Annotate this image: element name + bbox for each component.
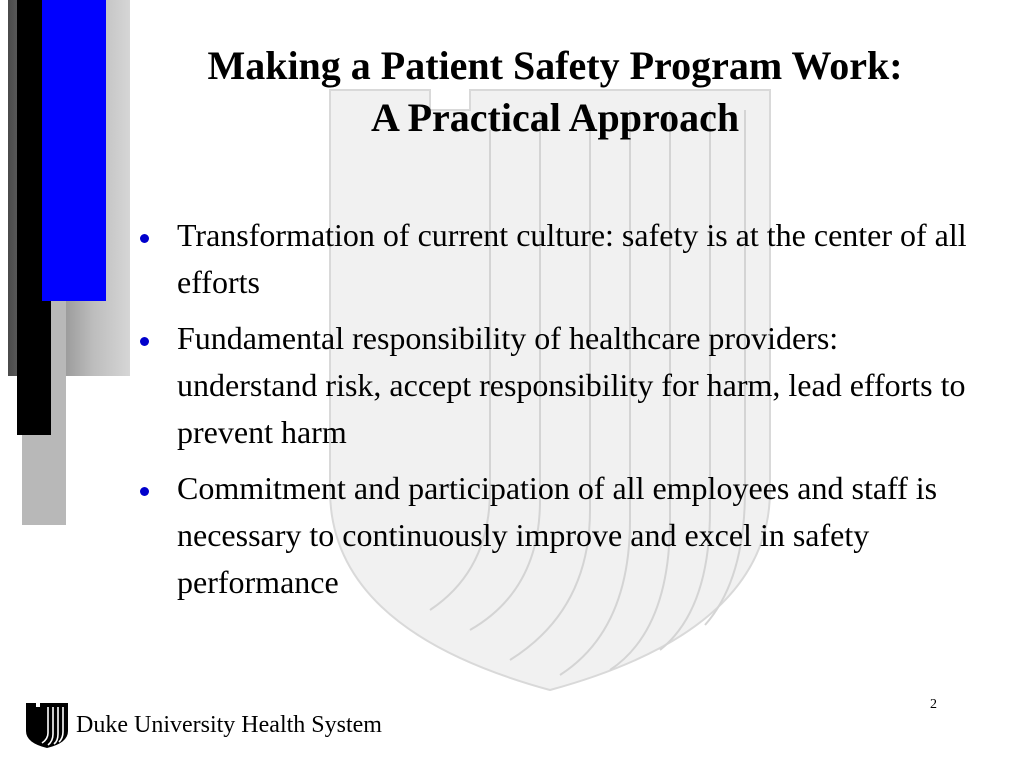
page-number: 2 <box>930 697 937 712</box>
footer-organization-name: Duke University Health System <box>76 711 382 738</box>
slide-title-line-1: Making a Patient Safety Program Work: <box>207 43 903 88</box>
duke-shield-logo-icon <box>24 701 70 749</box>
bullet-item <box>140 315 985 456</box>
bullet-text: Transformation of current culture: safety is at the center of all efforts <box>177 217 967 300</box>
bullet-text: Fundamental responsibility of healthcare providers: understand risk, accept responsibility for harm, lead efforts to prevent harm <box>177 320 966 450</box>
bullet-dot-icon <box>140 234 149 243</box>
slide-title <box>140 40 970 144</box>
bullet-dot-icon <box>140 337 149 346</box>
bullet-dot-icon <box>140 487 149 496</box>
footer <box>24 700 382 750</box>
bullet-item <box>140 465 985 606</box>
bullet-item <box>140 212 985 306</box>
bullet-list <box>140 212 985 615</box>
bullet-text: Commitment and participation of all employees and staff is necessary to continuously improve and excel in safety performance <box>177 470 938 600</box>
slide-title-line-2: A Practical Approach <box>370 95 740 140</box>
decorative-blue-bar <box>42 0 106 301</box>
